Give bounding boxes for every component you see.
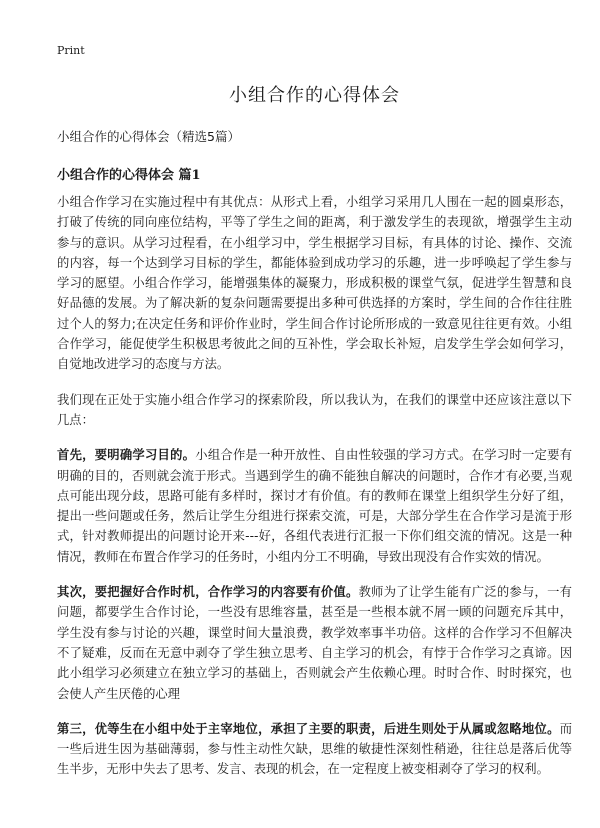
section-heading: 小组合作的心得体会 篇1 <box>57 168 201 183</box>
paragraph-5 <box>57 719 572 780</box>
print-link[interactable]: Print <box>57 44 85 57</box>
paragraph-lead: 第三，优等生在小组中处于主宰地位，承担了主要的职责，后进生则处于从属或忽略地位。 <box>57 721 560 736</box>
paragraph-text: 教师为了让学生能有广泛的参与，一有问题，都要学生合作讨论，一些没有思维容量，甚至是一些根本就不屑一顾的问题充斥其中，学生没有参与讨论的兴趣，课堂时间大量浪费，教学效率事半功倍。这样的合作学习不但解决不了疑难，反而在无意中剥夺了学生独立思考、自主学习的机会，有悖于合作学习之真谛。因此小组学习必须建立在独立学习的基础上，否则就会产生依赖心理。时时合作、时时探究，也会使人产生厌倦的心理 <box>57 585 572 701</box>
paragraph-1 <box>57 192 572 375</box>
paragraph-lead: 首先，要明确学习目的。 <box>57 448 196 463</box>
page-title: 小组合作的心得体会 <box>229 85 400 106</box>
paragraph-text: 而一些后进生因为基础薄弱，参与性主动性欠缺，思维的敏捷性深刻性稍逊，往往总是落后优等生半步，无形中失去了思考、发言、表现的机会，在一定程度上被变相剥夺了学习的权利。 <box>57 721 572 777</box>
paragraph-4 <box>57 582 572 704</box>
paragraph-3 <box>57 445 572 567</box>
paragraph-text: 小组合作是一种开放性、自由性较强的学习方式。在学习时一定要有明确的目的，否则就会流于形式。当遇到学生的确不能独自解决的问题时，合作才有必要,当观点可能出现分歧，思路可能有多样时，探讨才有价值。有的教师在课堂上组织学生分好了组，提出一些问题或任务，然后让学生分组进行探索交流，可是，大部分学生在合作学习是流于形式，针对教师提出的问题讨论开来---好，各组代表进行汇报一下你们组交流的情况。这是一种情况，教师在布置合作学习的任务时，小组内分工不明确，导致出现没有合作实效的情况。 <box>57 448 572 564</box>
paragraph-lead: 其次，要把握好合作时机，合作学习的内容要有价值。 <box>57 585 359 600</box>
document-subtitle: 小组合作的心得体会（精选5篇） <box>57 129 240 144</box>
paragraph-text: 小组合作学习在实施过程中有其优点：从形式上看，小组学习采用几人围在一起的圆桌形态，打破了传统的同向座位结构，平等了学生之间的距离，利于激发学生的表现欲，增强学生主动参与的意识。从学习过程看，在小组学习中，学生根据学习目标，有具体的讨论、操作、交流的内容，每一个达到学习目标的学生，都能体验到成功学习的乐趣，进一步呼唤起了学生参与学习的愿望。小组合作学习，能增强集体的凝聚力，形成积极的课堂气氛，促进学生智慧和良好品德的发展。为了解决新的复杂问题需要提出多种可供选择的方案时，学生间的合作往往胜过个人的努力;在决定任务和评价作业时，学生间合作讨论所形成的一致意见往往更有效。小组合作学习，能促使学生积极思考彼此之间的互补性，学会取长补短，启发学生学会如何学习，自觉地改进学习的态度与方法。 <box>57 195 572 372</box>
paragraph-2 <box>57 390 572 431</box>
paragraph-text: 我们现在正处于实施小组合作学习的探索阶段，所以我认为，在我们的课堂中还应该注意以下几点： <box>57 392 572 427</box>
